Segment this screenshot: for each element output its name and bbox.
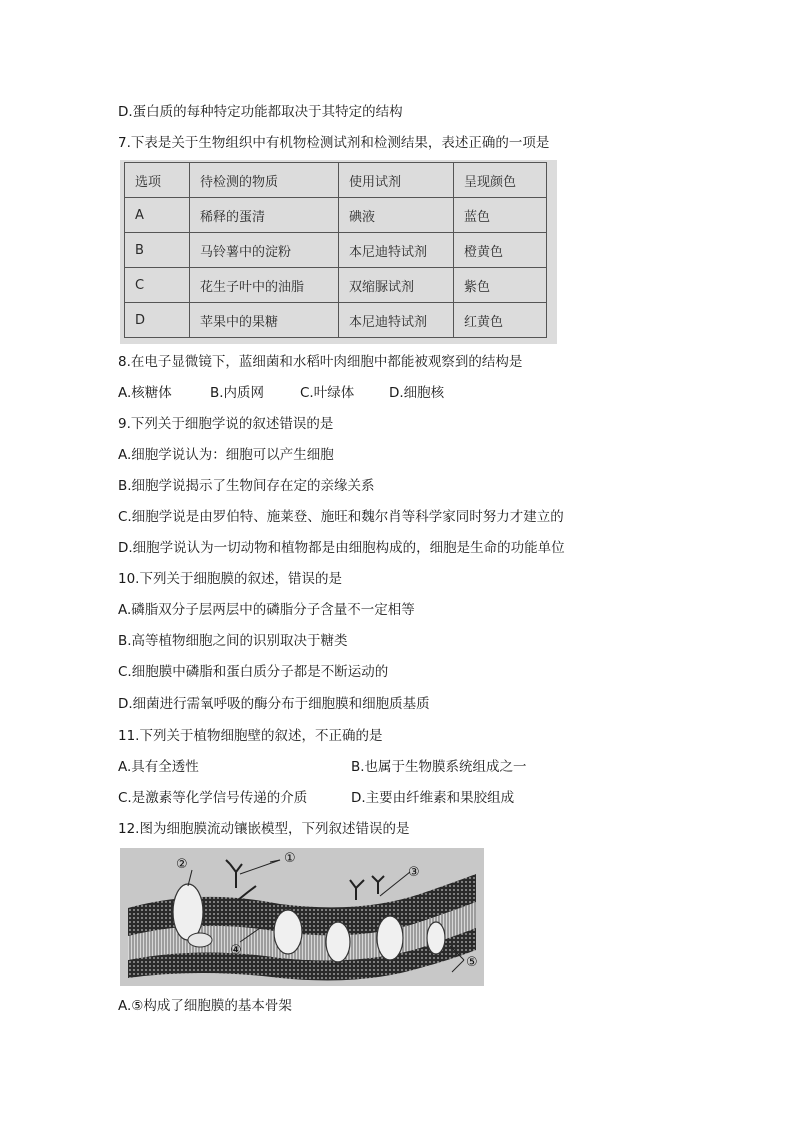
table-cell: 红黄色 — [454, 303, 547, 338]
q8-stem: 8.在电子显微镜下，蓝细菌和水稻叶肉细胞中都能被观察到的结构是 — [118, 354, 523, 370]
table-cell: 稀释的蛋清 — [190, 198, 339, 233]
figure-label-2: ② — [176, 857, 188, 872]
membrane-model-figure — [120, 848, 484, 986]
table-cell: 橙黄色 — [454, 233, 547, 268]
q11-option-a: A.具有全透性 — [118, 759, 199, 775]
table-cell: A — [125, 198, 190, 233]
table-header-cell: 呈现颜色 — [454, 163, 547, 198]
q8-option-d: D.细胞核 — [389, 385, 445, 401]
table-cell: 碘液 — [339, 198, 454, 233]
figure-label-4: ④ — [230, 943, 242, 958]
table-row — [125, 233, 547, 268]
protein-2-shape — [173, 884, 203, 940]
q11-option-b: B.也属于生物膜系统组成之一 — [351, 759, 527, 775]
q7-stem: 7.下表是关于生物组织中有机物检测试剂和检测结果，表述正确的一项是 — [118, 135, 550, 151]
table-header-cell: 使用试剂 — [339, 163, 454, 198]
figure-label-1: ① — [284, 851, 296, 866]
q10-option-a: A.磷脂双分子层两层中的磷脂分子含量不一定相等 — [118, 602, 415, 618]
q8-option-c: C.叶绿体 — [300, 385, 355, 401]
table-cell: 花生子叶中的油脂 — [190, 268, 339, 303]
reagent-table — [124, 162, 547, 338]
table-row — [125, 303, 547, 338]
q10-option-b: B.高等植物细胞之间的识别取决于糖类 — [118, 633, 348, 649]
q10-stem: 10.下列关于细胞膜的叙述，错误的是 — [118, 571, 342, 587]
q10-option-c: C.细胞膜中磷脂和蛋白质分子都是不断运动的 — [118, 664, 389, 680]
table-cell: 蓝色 — [454, 198, 547, 233]
q11-option-c: C.是激素等化学信号传递的介质 — [118, 790, 308, 806]
table-cell: D — [125, 303, 190, 338]
table-cell: B — [125, 233, 190, 268]
q6-option-d: D.蛋白质的每种特定功能都取决于其特定的结构 — [118, 104, 403, 120]
table-header-cell: 待检测的物质 — [190, 163, 339, 198]
table-cell: 马铃薯中的淀粉 — [190, 233, 339, 268]
table-row — [125, 198, 547, 233]
q9-option-c: C.细胞学说是由罗伯特、施莱登、施旺和魏尔肖等科学家同时努力才建立的 — [118, 509, 564, 525]
q9-option-a: A.细胞学说认为：细胞可以产生细胞 — [118, 447, 334, 463]
table-cell: 本尼迪特试剂 — [339, 233, 454, 268]
q12-stem: 12.图为细胞膜流动镶嵌模型，下列叙述错误的是 — [118, 821, 410, 837]
table-header-row — [125, 163, 547, 198]
q10-option-d: D.细菌进行需氧呼吸的酶分布于细胞膜和细胞质基质 — [118, 696, 430, 712]
q8-option-a: A.核糖体 — [118, 385, 172, 401]
figure-label-5: ⑤ — [466, 955, 478, 970]
q9-option-b: B.细胞学说揭示了生物间存在定的亲缘关系 — [118, 478, 375, 494]
figure-label-3: ③ — [408, 865, 420, 880]
table-cell: C — [125, 268, 190, 303]
table-cell: 双缩脲试剂 — [339, 268, 454, 303]
table-row — [125, 268, 547, 303]
table-cell: 苹果中的果糖 — [190, 303, 339, 338]
q9-option-d: D.细胞学说认为一切动物和植物都是由细胞构成的，细胞是生命的功能单位 — [118, 540, 565, 556]
q12-option-a: A.⑤构成了细胞膜的基本骨架 — [118, 998, 292, 1014]
table-cell: 紫色 — [454, 268, 547, 303]
membrane-model-svg — [120, 848, 484, 986]
q11-stem: 11.下列关于植物细胞壁的叙述，不正确的是 — [118, 728, 383, 744]
table-header-cell: 选项 — [125, 163, 190, 198]
q11-option-d: D.主要由纤维素和果胶组成 — [351, 790, 515, 806]
q9-stem: 9.下列关于细胞学说的叙述错误的是 — [118, 416, 334, 432]
table-cell: 本尼迪特试剂 — [339, 303, 454, 338]
q8-option-b: B.内质网 — [210, 385, 265, 401]
